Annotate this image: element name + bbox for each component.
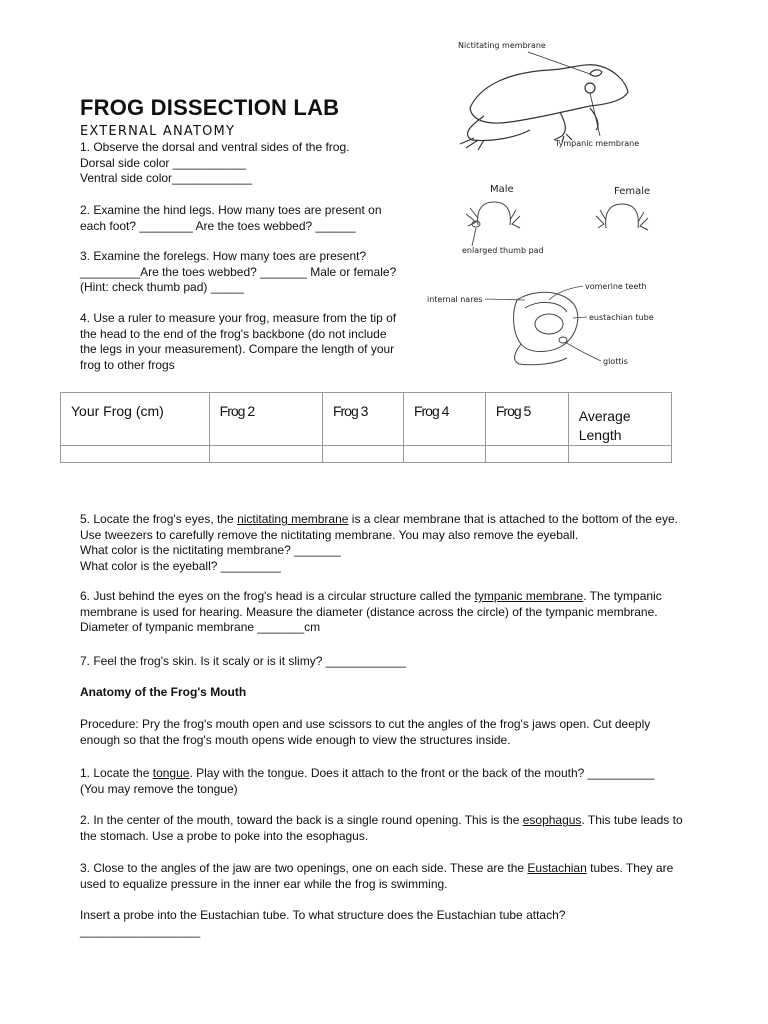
mouth-question-2-line-2: the stomach. Use a probe to poke into the esophagus. xyxy=(80,828,369,843)
question-5 xyxy=(80,512,678,574)
mouth-question-2 xyxy=(80,813,683,844)
mouth-question-1-text-cont: . Play with the tongue. Does it attach to the front or the back of the mouth? __________ xyxy=(189,766,655,780)
question-3-line-3: (Hint: check thumb pad) _____ xyxy=(80,280,245,294)
question-2-line-1: 2. Examine the hind legs. How many toes are present on xyxy=(80,203,382,217)
table-header-frog-2: Frog 2 xyxy=(209,393,322,446)
mouth-question-1-line-2: (You may remove the tongue) xyxy=(80,781,238,796)
question-3 xyxy=(80,249,396,296)
procedure-line-2: enough so that the frog's mouth opens wide enough to view the structures inside. xyxy=(80,732,511,747)
frog-mouth-illustration xyxy=(514,292,578,364)
question-6-line-1 xyxy=(80,589,662,605)
mouth-question-1-line-1 xyxy=(80,766,654,782)
table-header-row xyxy=(61,393,672,446)
section-heading-external: EXTERNAL ANATOMY xyxy=(80,124,236,139)
question-6-text: 6. Just behind the eyes on the frog's head is a circular structure called the xyxy=(80,589,475,603)
question-1 xyxy=(80,140,349,187)
question-1-line-2: Dorsal side color ___________ xyxy=(80,155,247,170)
question-5-line-4: What color is the eyeball? _________ xyxy=(80,558,281,573)
esophagus-term: esophagus xyxy=(522,813,582,827)
page-title: FROG DISSECTION LAB xyxy=(80,95,340,120)
eustachian-term: Eustachian xyxy=(527,861,587,875)
procedure xyxy=(80,717,650,748)
mouth-question-4-line-2: __________________ xyxy=(80,923,201,938)
table-cell-average-length[interactable] xyxy=(568,446,671,463)
tongue-term: tongue xyxy=(152,766,190,780)
procedure-line-1: Procedure: Pry the frog's mouth open and use scissors to cut the angles of the frog's jaws open. Cut deeply xyxy=(80,717,651,731)
table-cell-frog-2[interactable] xyxy=(209,446,322,463)
table-cell-frog-5[interactable] xyxy=(485,446,568,463)
question-1-line-1: 1. Observe the dorsal and ventral sides of the frog. xyxy=(80,140,350,154)
question-1-line-3: Ventral side color____________ xyxy=(80,171,253,185)
question-5-line-1 xyxy=(80,512,678,528)
thumb-pad-leader-line xyxy=(472,228,476,246)
question-6 xyxy=(80,589,662,636)
question-7: 7. Feel the frog's skin. Is it scaly or is it slimy? ____________ xyxy=(80,654,406,668)
question-6-text-cont: . The tympanic xyxy=(583,589,662,603)
question-6-line-3: Diameter of tympanic membrane _______cm xyxy=(80,620,321,634)
mouth-question-3-text-cont: tubes. They are xyxy=(586,861,674,875)
question-4-line-2: the head to the end of the frog's backbone (do not include xyxy=(80,326,387,341)
thumb-pad-figure xyxy=(450,180,680,260)
frog-mouth-figure xyxy=(425,278,680,370)
table-header-frog-4: Frog 4 xyxy=(403,393,485,446)
male-label: Male xyxy=(490,184,514,195)
mouth-question-3-text: 3. Close to the angles of the jaw are two openings, one on each side. These are the xyxy=(80,861,528,875)
question-6-line-2: membrane is used for hearing. Measure the diameter (distance across the circle) of the tympanic membrane. xyxy=(80,604,658,619)
frog-mouth-leader-lines xyxy=(485,286,601,361)
question-4-line-3: the legs in your measurement). Compare the length of your xyxy=(80,342,395,356)
table-row xyxy=(61,446,672,463)
female-label: Female xyxy=(614,186,651,197)
table-header-frog-3: Frog 3 xyxy=(322,393,403,446)
question-5-text: 5. Locate the frog's eyes, the xyxy=(80,512,238,526)
mouth-question-4 xyxy=(80,908,565,939)
question-2-line-2: each foot? ________ Are the toes webbed? ______ xyxy=(80,218,356,233)
nictitating-membrane-label: Nictitating membrane xyxy=(458,41,546,50)
mouth-question-2-line-1 xyxy=(80,813,683,829)
question-4-line-1: 4. Use a ruler to measure your frog, measure from the tip of xyxy=(80,311,397,325)
mouth-question-2-text: 2. In the center of the mouth, toward the back is a single round opening. This is the xyxy=(80,813,523,827)
table-cell-frog-3[interactable] xyxy=(322,446,403,463)
question-3-line-2: _________Are the toes webbed? _______ Male or female? xyxy=(80,264,397,279)
enlarged-thumb-pad-label: enlarged thumb pad xyxy=(462,246,544,255)
frog-length-table xyxy=(60,392,672,463)
table-header-average-length: Average Length xyxy=(568,393,671,446)
mouth-question-3-line-2: used to equalize pressure in the inner ear while the frog is swimming. xyxy=(80,876,448,891)
vomerine-teeth-label: vomerine teeth xyxy=(585,282,647,291)
mouth-question-1 xyxy=(80,766,654,797)
glottis-label: glottis xyxy=(603,357,628,366)
section-heading-mouth: Anatomy of the Frog's Mouth xyxy=(80,685,247,699)
table-cell-frog-4[interactable] xyxy=(403,446,485,463)
table-header-your-frog: Your Frog (cm) xyxy=(61,393,210,446)
tympanic-membrane-term: tympanic membrane xyxy=(474,589,584,603)
question-5-text-cont: is a clear membrane that is attached to the bottom of the eye. xyxy=(348,512,678,526)
table-header-frog-5: Frog 5 xyxy=(485,393,568,446)
question-5-line-3: What color is the nictitating membrane? _______ xyxy=(80,543,341,557)
mouth-question-3 xyxy=(80,861,673,892)
question-3-line-1: 3. Examine the forelegs. How many toes are present? xyxy=(80,249,367,263)
table-cell-your-frog[interactable] xyxy=(61,446,210,463)
internal-nares-label: internal nares xyxy=(427,295,483,304)
eustachian-tube-label: eustachian tube xyxy=(589,313,654,322)
mouth-question-1-text: 1. Locate the xyxy=(80,766,153,780)
question-2 xyxy=(80,203,382,234)
frog-side-illustration xyxy=(460,65,628,150)
question-4 xyxy=(80,311,396,373)
nictitating-membrane-term: nictitating membrane xyxy=(237,512,349,526)
question-4-line-4: frog to other frogs xyxy=(80,357,175,372)
thumb-pad-illustration xyxy=(466,202,648,230)
mouth-question-4-line-1: Insert a probe into the Eustachian tube. To what structure does the Eustachian tube attach? xyxy=(80,908,566,922)
mouth-question-2-text-cont: . This tube leads to xyxy=(581,813,683,827)
tympanic-membrane-label: Tympanic membrane xyxy=(555,139,640,148)
question-5-line-2: Use tweezers to carefully remove the nictitating membrane. You may also remove the eyeball. xyxy=(80,527,579,542)
frog-side-figure xyxy=(440,30,680,155)
mouth-question-3-line-1 xyxy=(80,861,673,877)
